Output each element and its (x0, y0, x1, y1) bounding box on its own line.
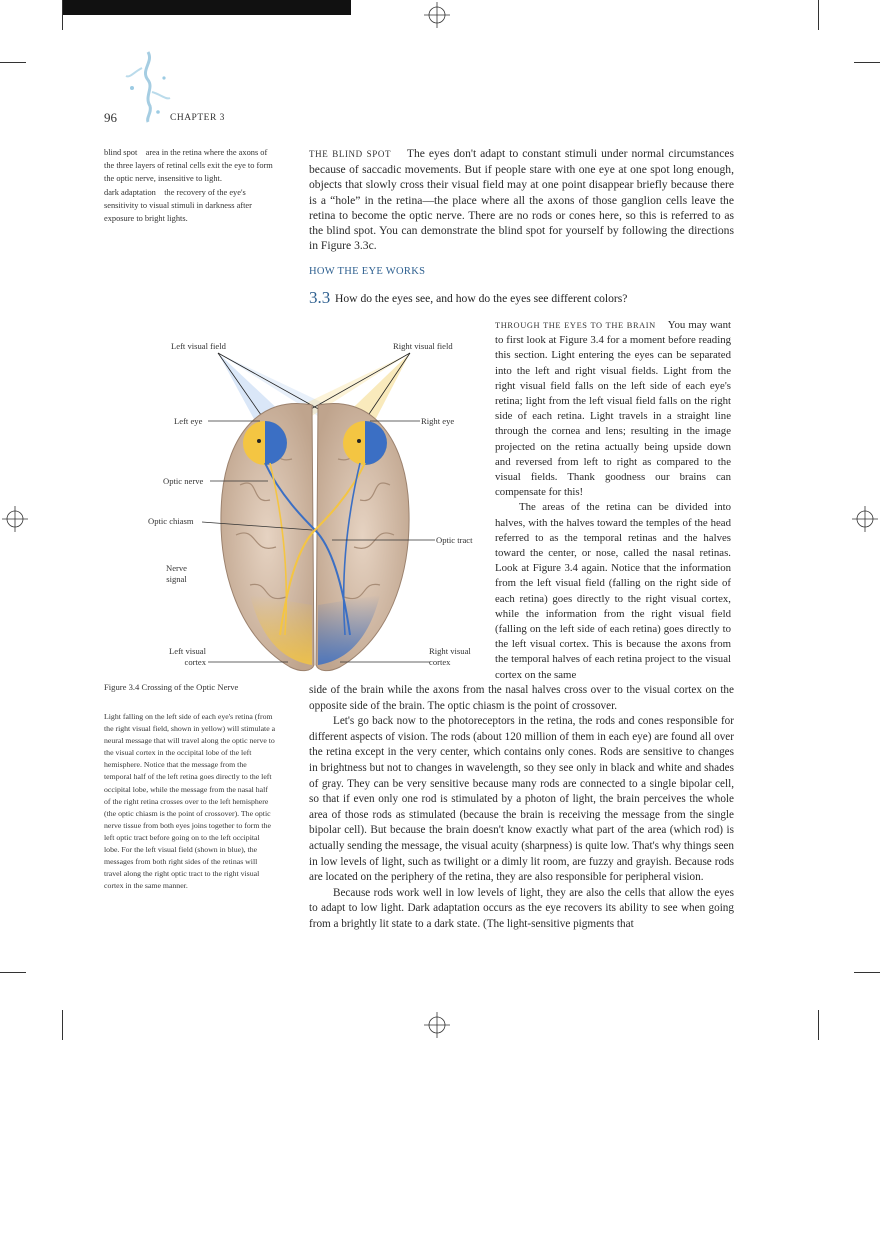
label-optic-nerve: Optic nerve (163, 476, 204, 486)
label-left-visual-field: Left visual field (171, 341, 226, 351)
top-black-bar (62, 0, 351, 15)
crop-mark (62, 1010, 63, 1040)
glossary-entry (104, 146, 274, 185)
crop-mark (854, 62, 880, 63)
label-line: Left visual (169, 646, 206, 656)
glossary-definition: area in the retina where the axons of the three layers of retinal cells exit the eye to form the optic nerve, insensitive to light. (104, 148, 273, 183)
glossary-term: dark adaptation (104, 188, 156, 197)
paragraph-text: The eyes don't adapt to constant stimuli under normal circumstances because of saccadic movements. But if people stare with one eye at one spot long enough, objects that slowly cross their visual field may at one point disappear briefly because there is a “hole” in the retina—the place where all the axons of those ganglion cells leave the retina to become the optic nerve. There are no rods or cones here, so this is referred to as the blind spot. You can demonstrate the blind spot for yourself by following the directions in Figure 3.3c. (309, 147, 734, 253)
figure-caption-title: Figure 3.4 Crossing of the Optic Nerve (104, 682, 239, 692)
paragraph-text: side of the brain while the axons from the nasal halves cross over to the visual cortex on the opposite side of the brain. The optic chiasm is the point of crossover. (309, 684, 734, 712)
crop-mark (818, 1010, 819, 1040)
label-right-visual-cortex (429, 646, 471, 668)
registration-mark-icon (424, 2, 450, 28)
paragraph-text: You may want to first look at Figure 3.4 for a moment before reading this section. Light entering the eyes can be separated into the left and right visual fields. Light from the right visual field falls on the left side of each eye's retina; light from the left visual field falls on the right side of each retina. Light travels in a straight line through the cornea and lens; resulting in the image projected on the retina actually being upside down and reversed from left to right as compared to the visual fields. Thank goodness our brains can compensate for this! (495, 319, 731, 499)
runin-heading: THE BLIND SPOT (309, 149, 392, 159)
glossary-term: blind spot (104, 148, 138, 157)
registration-mark-icon (852, 506, 878, 532)
visual-pathway-column (495, 318, 731, 683)
blind-spot-paragraph (309, 146, 734, 253)
label-optic-chiasm: Optic chiasm (148, 516, 194, 526)
label-left-visual-cortex (162, 646, 206, 668)
glossary-entry (104, 186, 274, 225)
crop-mark (854, 972, 880, 973)
label-line: Right visual (429, 646, 471, 656)
paragraph-text: The areas of the retina can be divided into halves, with the halves toward the temples of the head referred to as the temporal retinas and the halves toward the center, or nose, called the nasal retinas. Look at Figure 3.4 again. Notice that the information from the left visual field (falling on the right side of each retina) goes directly to the right visual cortex, while the information from the right visual field (falling on the left side of each retina) goes directly to the left visual cortex. This is because the axons from the temporal halves of each retina project to the visual cortex on the same (495, 501, 731, 681)
optic-nerve-figure (140, 335, 490, 680)
label-nerve-signal (166, 563, 187, 585)
label-right-eye: Right eye (421, 416, 455, 426)
label-line: cortex (429, 657, 451, 667)
label-optic-tract: Optic tract (436, 535, 473, 545)
chapter-label: CHAPTER 3 (170, 113, 225, 123)
registration-mark-icon (2, 506, 28, 532)
paragraph-text: Because rods work well in low levels of light, they are also the cells that allow the eyes to adapt to low light. Dark adaptation occurs as the eye recovers its ability to see when going from a brightly lit state to a dark state. (The light-sensitive pigments that (309, 886, 734, 930)
crop-mark (818, 0, 819, 30)
crop-mark (62, 0, 63, 30)
label-right-visual-field: Right visual field (393, 341, 453, 351)
question-number: 3.3 (309, 288, 331, 307)
paragraph-text: Let's go back now to the photoreceptors in the retina, the rods and cones responsible for different aspects of vision. The rods (about 120 million of them in each eye) are found all over the retina except in the very center, which contains only cones. Rods are sensitive to changes in brightness but not to changes in wavelength, so they see only in black and white and shades of gray. They can be very sensitive because many rods are connected to a single bipolar cell, so that if even only one rod is stimulated by a photon of light, the brain perceives the whole area of those rods as stimulated (because the brain is receiving the message from the single bipolar cell). But because the brain doesn't know exactly what part of the area (which rod) is actually sending the message, the visual acuity (sharpness) is quite low. That's why things seen in low levels of light, such as twilight or a dimly lit room, are fuzzy and grayish. Because rods are located on the periphery of the retina, they are also responsible for peripheral vision. (309, 715, 734, 884)
glossary-definition: the recovery of the eye's sensitivity to visual stimuli in darkness after exposure to bright lights. (104, 188, 252, 223)
label-line: signal (166, 574, 187, 584)
label-left-eye: Left eye (174, 416, 203, 426)
question-text: How do the eyes see, and how do the eyes see different colors? (335, 292, 628, 305)
page-number: 96 (104, 110, 117, 125)
glossary (104, 146, 274, 225)
section-heading: HOW THE EYE WORKS (309, 266, 426, 277)
label-line: Nerve (166, 563, 187, 573)
main-text-continuation (309, 683, 734, 933)
crop-mark (0, 62, 26, 63)
runin-heading: THROUGH THE EYES TO THE BRAIN (495, 321, 656, 330)
figure-caption-body: Light falling on the left side of each eye's retina (from the right visual field, shown in yellow) will stimulate a neural message that will travel along the optic nerve to the visual cortex in the occipital lobe of the left hemisphere. Notice that the message from the temporal half of the left retina goes directly to the left occipital lobe, while the message from the nasal half of the right retina crosses over to the left hemisphere (the optic chiasm is the point of crossover). The optic nerve tissue from both eyes joins together to form the left optic tract before going on to the left occipital lobe. For the left visual field (shown in blue), the messages from both right sides of the retinas will travel along the right optic tract to the right visual cortex in the same manner. (104, 712, 276, 891)
water-splash-icon (118, 48, 178, 123)
crop-mark (0, 972, 26, 973)
registration-mark-icon (424, 1012, 450, 1038)
label-line: cortex (184, 657, 206, 667)
